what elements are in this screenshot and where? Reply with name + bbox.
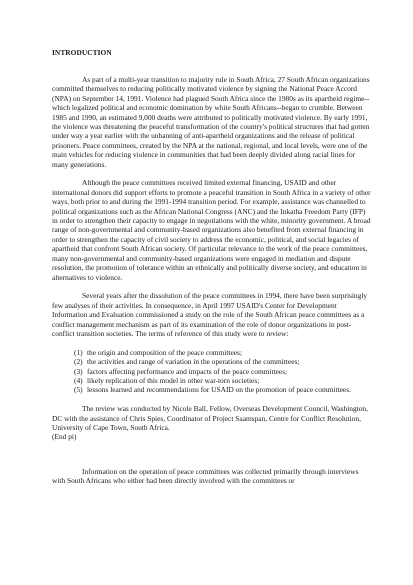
section-heading: INTRODUCTION — [52, 48, 112, 57]
end-note: (End pi) — [52, 432, 77, 442]
paragraph-review-authors: The review was conducted by Nicole Ball, Fellow, Overseas Development Council, Washington, DC with the assistance of Chris Spies, Coordinator of Project Saamspan, Centre for Conflict Resolution, University of Cape Town, South Africa. — [52, 404, 368, 432]
list-item — [52, 367, 373, 376]
review-terms-list — [52, 348, 373, 395]
list-item — [52, 357, 373, 366]
list-item-number: (3) — [74, 366, 83, 376]
list-item-number: (1) — [74, 347, 83, 357]
list-item-text: lessons learned and recommendations for USAID on the promotion of peace committees. — [87, 385, 351, 395]
paragraph-donor-support: Although the peace committees received limited external financing, USAID and other international donors did support efforts to promote a peaceful transition in South Africa in a variety of other ways, both prior to and during the 1991-1994 transition period. For example, assistance was channelled to political organizations such as the African National Congress (ANC) and the Inkatha Freedom Party (IFP) in order to strengthen their capacity to engage in negotiations with the white, minority government. A broad range of non-governmental and community-based organizations also benefited from external financing in order to strengthen the capacity of civil society to address the economic, political, and social legacies of apartheid that confront South African society. Of particular relevance to the work of the peace committees, many non-governmental and community-based organizations were engaged in mediation and dispute resolution, the promotion of tolerance within an ethnically and politically diverse society, and education in alternatives to violence. — [52, 178, 371, 282]
list-item-text: the activities and range of variation in the operations of the committees; — [87, 357, 300, 367]
list-item-number: (2) — [74, 357, 83, 367]
list-item-text: the origin and composition of the peace committees; — [87, 347, 242, 357]
list-item-text: factors affecting performance and impacts of the peace committees; — [87, 366, 288, 376]
list-item — [52, 348, 373, 357]
paragraph-information-collection: Information on the operation of peace committees was collected primarily through interviews with South Africans who either had been directly involved with the committees or — [52, 466, 359, 486]
list-item — [52, 385, 373, 394]
list-item-number: (4) — [74, 375, 83, 385]
list-item-number: (5) — [74, 385, 83, 395]
paragraph-npa-background: As part of a multi-year transition to majority rule in South Africa, 27 South African organizations committed themselves to reducing politically motivated violence by signing the National Peace Accord (NPA) on September 14, 1991. Violence had plagued South Africa since the 1980s as its apartheid regime--which legalized political and economic domination by white South Africans--began to crumble. Between 1985 and 1990, an estimated 9,000 deaths were attributed to politically motivated violence. By early 1991, the violence was threatening the peaceful transformation of the country's political structures that had gotten under way a year earlier with the unbanning of anti-apartheid organizations and the release of political prisoners. Peace committees, created by the NPA at the national, regional, and local levels, were one of the main vehicles for reducing violence in communities that had been deeply divided along racial lines for many generations. — [52, 75, 370, 169]
list-item-text: likely replication of this model in other war-torn societies; — [87, 375, 260, 385]
list-item — [52, 376, 373, 385]
paragraph-study-commission: Several years after the dissolution of the peace committees in 1994, there have been surprisingly few analyses of their activities. In consequence, in April 1997 USAID's Center for Development Information and Evaluation commissioned a study on the role of the South African peace committees as a conflict management mechanism as part of its examination of the role of donor organizations in post-conflict transition societies. The terms of reference of this study were to review: — [52, 291, 368, 338]
